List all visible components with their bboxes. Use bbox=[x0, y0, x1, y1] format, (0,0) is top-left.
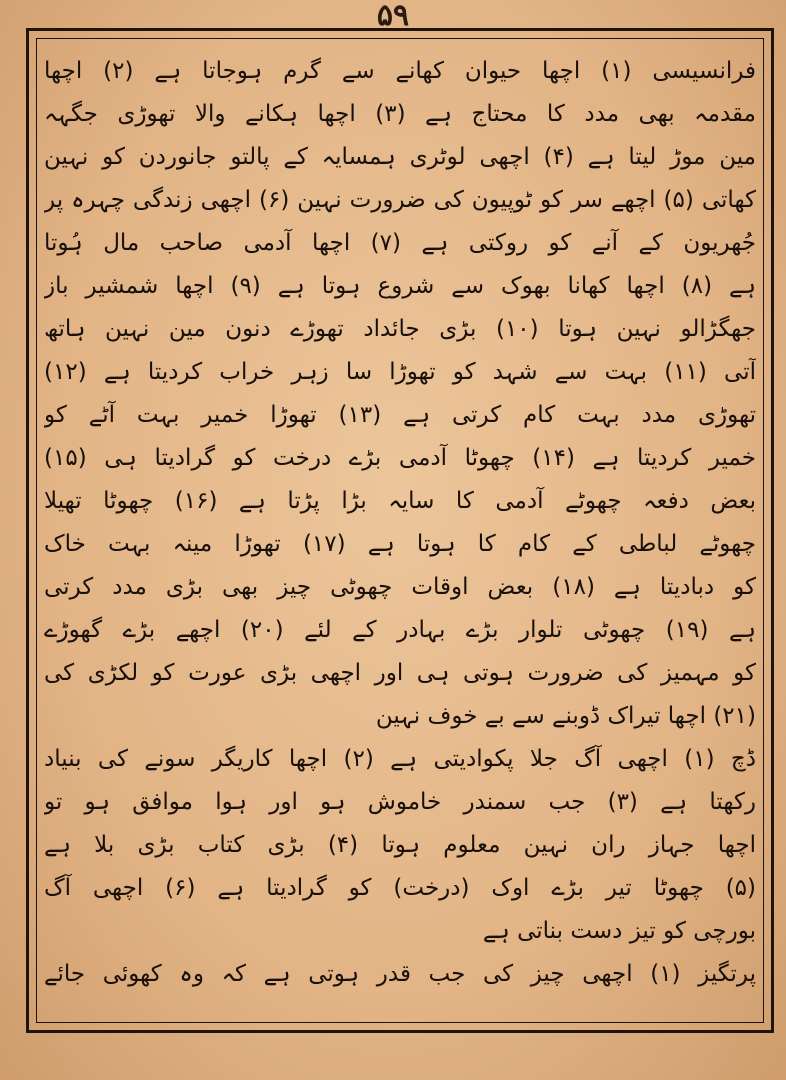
text-line: بعض دفعہ چھوٹے آدمی کا سایہ بڑا پڑتا ہے (۱۶) چھوٹا تھیلا bbox=[44, 488, 756, 514]
text-line: تھوڑی مدد بہت کام کرتی ہے (۱۳) تھوڑا خمیر بہت آٹے کو bbox=[44, 402, 756, 428]
text-line: اچھا جہاز ران نہین معلوم ہوتا (۴) بڑی کتاب بڑی بلا ہے bbox=[44, 832, 756, 858]
text-line: کو دبادیتا ہے (۱۸) بعض اوقات چھوٹی چیز بھی بڑی مدد کرتی bbox=[44, 574, 756, 600]
text-line: بورچی کو تیز دست بناتی ہے bbox=[482, 918, 756, 944]
text-line: خمیر کردیتا ہے (۱۴) چھوٹا آدمی بڑے درخت کو گرادیتا ہی (۱۵) bbox=[44, 445, 756, 471]
text-line: جھگڑالو نہین ہوتا (۱۰) بڑی جائداد تھوڑے دنون مین نہین ہاتھ bbox=[44, 316, 756, 342]
text-line: ڈچ (۱) اچھی آگ جلا پکوادیتی ہے (۲) اچھا کاریگر سونے کی بنیاد bbox=[44, 746, 756, 772]
text-line: (۵) چھوٹا تیر بڑے اوک (درخت) کو گرادیتا ہے (۶) اچھی آگ bbox=[44, 875, 756, 901]
text-line: چھوٹے لباطی کے کام کا ہوتا ہے (۱۷) تھوڑا مینہ بہت خاک bbox=[44, 531, 756, 557]
text-block bbox=[44, 50, 756, 1015]
text-line: (۲۱) اچھا تیراک ڈوبنے سے بے خوف نہین bbox=[375, 703, 756, 729]
text-line: کو مہمیز کی ضرورت ہوتی ہی اور اچھی بڑی عورت کو لکڑی کی bbox=[44, 660, 756, 686]
text-line: مین موڑ لیتا ہے (۴) اچھی لوٹری ہمسایہ کے پالتو جانوردن کو نہین bbox=[44, 144, 756, 170]
text-line: کھاتی (۵) اچھے سر کو ٹوپیون کی ضرورت نہین (۶) اچھی زندگی چہرہ پر bbox=[44, 187, 756, 213]
text-line: جُھریون کے آنے کو روکتی ہے (۷) اچھا آدمی صاحب مال ہُوتا bbox=[44, 230, 756, 256]
text-line: ہے (۸) اچھا کھانا بھوک سے شروع ہوتا ہے (۹) اچھا شمشیر باز bbox=[44, 273, 756, 299]
text-line: رکھتا ہے (۳) جب سمندر خاموش ہو اور ہوا موافق ہو تو bbox=[44, 789, 756, 815]
page-number: ۵۹ bbox=[376, 0, 410, 33]
text-line: مقدمہ بھی مدد کا محتاج ہے (۳) اچھا ہکانے والا تھوڑی جگہہ bbox=[44, 101, 756, 127]
text-line: آتی (۱۱) بہت سے شہد کو تھوڑا سا زہر خراب کردیتا ہے (۱۲) bbox=[44, 359, 756, 385]
text-line: پرتگیز (۱) اچھی چیز کی جب قدر ہوتی ہے کہ وہ کھوئی جائے bbox=[44, 961, 756, 987]
text-line: ہے (۱۹) چھوٹی تلوار بڑے بہادر کے لئے (۲۰) اچھے بڑے گھوڑے bbox=[44, 617, 756, 643]
text-line: فرانسیسی (۱) اچھا حیوان کھانے سے گرم ہوجاتا ہے (۲) اچھا bbox=[44, 58, 756, 84]
